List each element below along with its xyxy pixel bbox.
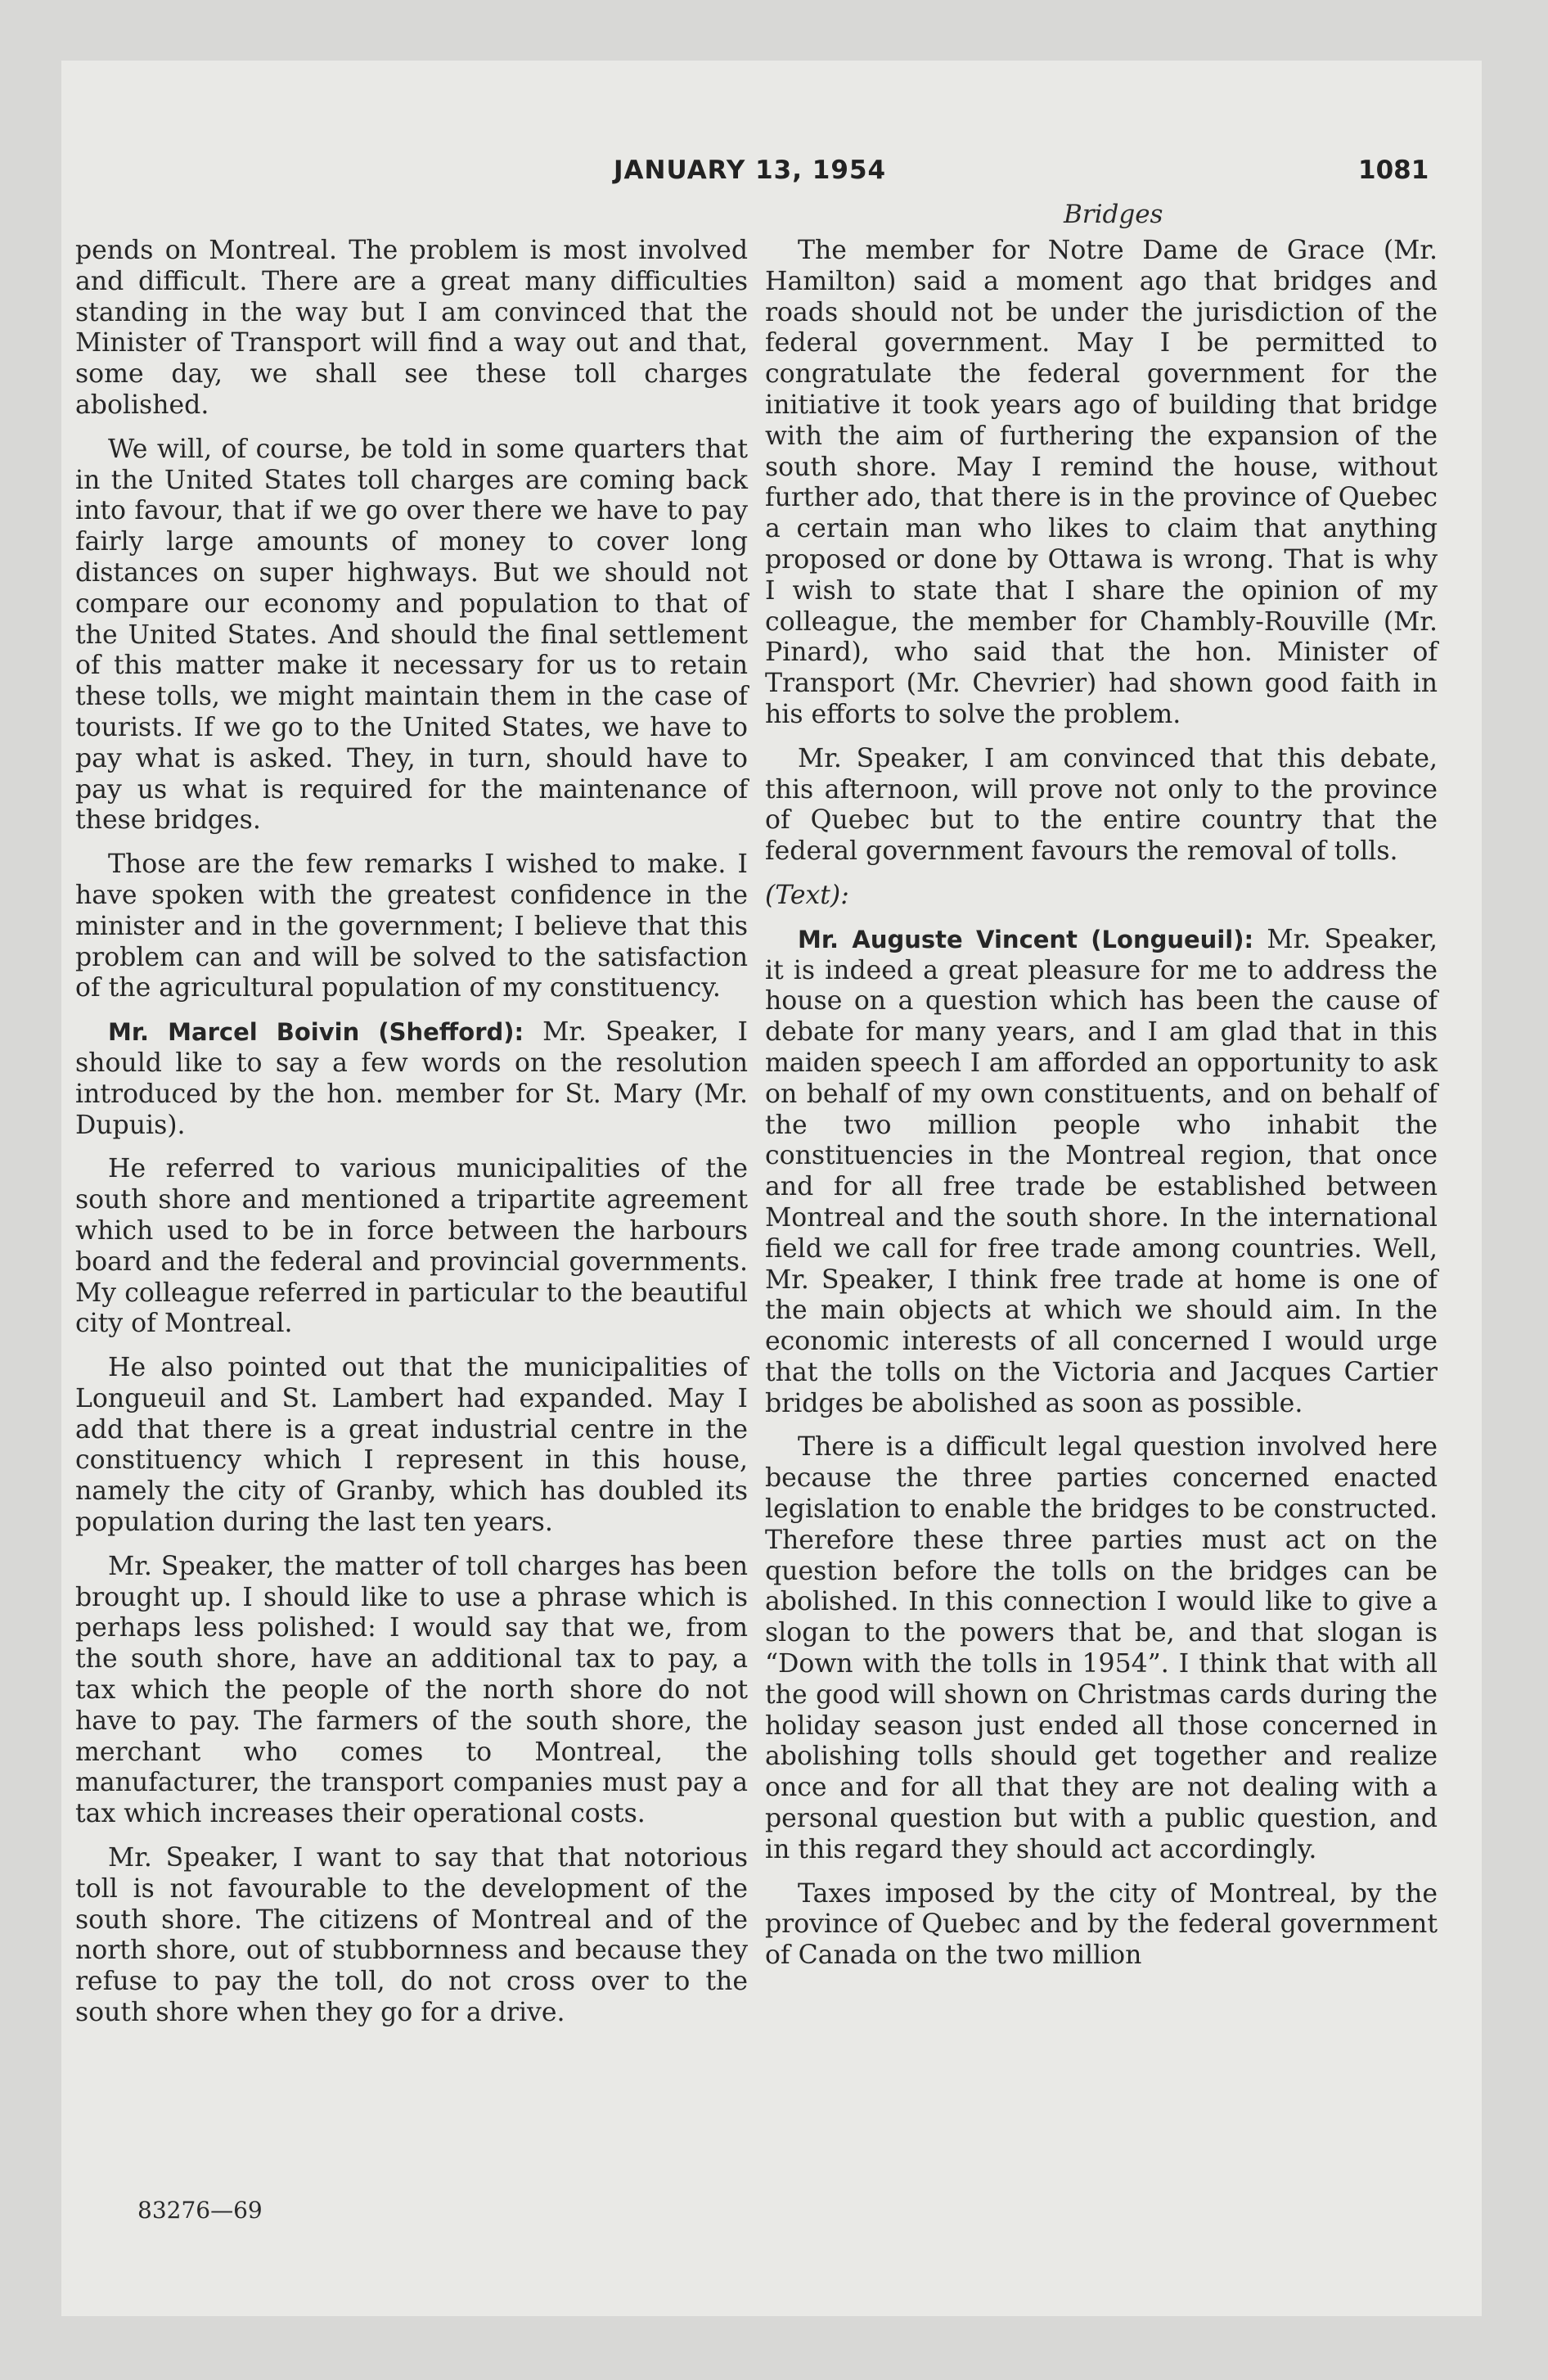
paragraph: He referred to various municipalities of the south shore and mentioned a tripartite agreement which used to be in force between the harbours board and the federal and provincial governments. My colleague referred in particular to the beautiful city of Montreal. [75,1154,748,1339]
speaker-paragraph [75,1017,748,1141]
text-label: (Text): [765,880,849,910]
speech-text: Mr. Speaker, I should like to say a few words on the resolution introduced by the hon. member for St. Mary (Mr. Dupuis). [75,1017,748,1140]
left-column [75,236,748,2042]
paragraph: pends on Montreal. The problem is most involved and difficult. There are a great many difficulties standing in the way but I am convinced that the Minister of Transport will find a way out and that, some day, we shall see these toll charges abolished. [75,236,748,420]
page-number: 1081 [1358,156,1429,185]
speech-text: Mr. Speaker, it is indeed a great pleasure for me to address the house on a question which has been the cause of debate for many years, and I am glad that in this maiden speech I am afforded an opportunity to ask on behalf of my own constituents, and on behalf of the two million people who inhabit the constituencies in the Montreal region, that once and for all free trade be established between Montreal and the south shore. In the international field we call for free trade among countries. Well, Mr. Speaker, I think free trade at home is one of the main objects at which we should aim. In the economic interests of all concerned I would urge that the tolls on the Victoria and Jacques Cartier bridges be abolished as soon as possible. [765,924,1438,1418]
paragraph: We will, of course, be told in some quarters that in the United States toll charges are coming back into favour, that if we go over there we have to pay fairly large amounts of money to cover long distances on super highways. But we should not compare our economy and population to that of the United States. And should the final settlement of this matter make it necessary for us to retain these tolls, we might maintain them in the case of tourists. If we go to the United States, we have to pay what is asked. They, in turn, should have to pay us what is required for the maintenance of these bridges. [75,434,748,836]
page-header [0,156,1548,196]
speaker-paragraph [765,925,1438,1420]
footer-code: 83276—69 [137,2197,263,2224]
section-title: Bridges [1064,200,1163,229]
paragraph: The member for Notre Dame de Grace (Mr. Hamilton) said a moment ago that bridges and roads should not be under the jurisdiction of the federal government. May I be permitted to congratulate the federal government for the initiative it took years ago of building that bridge with the aim of furthering the expansion of the south shore. May I remind the house, without further ado, that there is in the province of Quebec a certain man who likes to claim that anything proposed or done by Ottawa is wrong. That is why I wish to state that I share the opinion of my colleague, the member for Chambly-Rouville (Mr. Pinard), who said that the hon. Minister of Transport (Mr. Chevrier) had shown good faith in his efforts to solve the problem. [765,236,1438,729]
paragraph: Those are the few remarks I wished to make. I have spoken with the greatest confidence in the minister and in the government; I believe that this problem can and will be solved to the satisfaction of the agricultural population of my constituency. [75,850,748,1003]
paragraph: Mr. Speaker, I want to say that that notorious toll is not favourable to the development of the south shore. The citizens of Montreal and of the north shore, out of stubbornness and because they refuse to pay the toll, do not cross over to the south shore when they go for a drive. [75,1843,748,2028]
paragraph: Taxes imposed by the city of Montreal, by the province of Quebec and by the federal government of Canada on the two million [765,1878,1438,1971]
speaker-name: Mr. Auguste Vincent (Longueuil): [798,925,1254,953]
paragraph: Mr. Speaker, I am convinced that this debate, this afternoon, will prove not only to the province of Quebec but to the entire country that the federal government favours the removal of tolls. [765,743,1438,867]
speaker-name: Mr. Marcel Boivin (Shefford): [108,1018,524,1047]
right-column [765,236,1438,1985]
paragraph: Mr. Speaker, the matter of toll charges has been brought up. I should like to use a phrase which is perhaps less polished: I would say that we, from the south shore, have an additional tax to pay, a tax which the people of the north shore do not have to pay. The farmers of the south shore, the merchant who comes to Montreal, the manufacturer, the transport companies must pay a tax which increases their operational costs. [75,1551,748,1829]
paragraph: He also pointed out that the municipalities of Longueuil and St. Lambert had expanded. May I add that there is a great industrial centre in the constituency which I represent in this house, namely the city of Granby, which has doubled its population during the last ten years. [75,1353,748,1538]
header-date: JANUARY 13, 1954 [614,156,887,185]
paragraph: There is a difficult legal question involved here because the three parties concerned enacted legislation to enable the bridges to be constructed. Therefore these three parties must act on the question before the tolls on the bridges can be abolished. In this connection I would like to give a slogan to the powers that be, and that slogan is “Down with the tolls in 1954”. I think that with all the good will shown on Christmas cards during the holiday season just ended all those concerned in abolishing tolls should get together and realize once and for all that they are not dealing with a personal question but with a public question, and in this regard they should act accordingly. [765,1432,1438,1864]
